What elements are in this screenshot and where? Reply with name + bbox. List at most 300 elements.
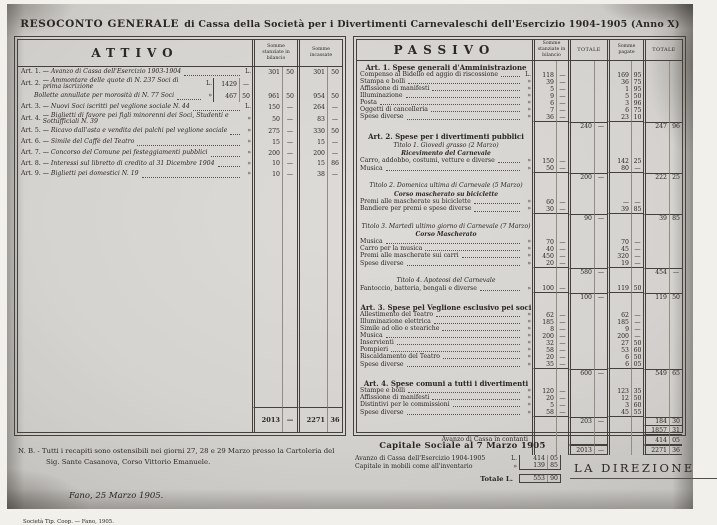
amount-sc: — bbox=[556, 93, 568, 100]
empty-stc bbox=[594, 130, 607, 141]
amount-s: 60 bbox=[532, 199, 556, 206]
dot-leader bbox=[501, 76, 520, 77]
cents-incassate: — bbox=[327, 137, 342, 148]
row-label bbox=[357, 361, 532, 369]
signature-la-direzione: LA DIREZIONE bbox=[570, 461, 717, 479]
currency-mark: L. bbox=[245, 68, 251, 76]
empty-pt bbox=[643, 190, 669, 199]
amount-pt bbox=[643, 72, 669, 79]
amount-s: 35 bbox=[532, 361, 556, 369]
cents-incassate: — bbox=[327, 148, 342, 159]
amount-stc bbox=[594, 340, 607, 347]
amount-ptc bbox=[669, 347, 682, 354]
amount-p: 62 bbox=[607, 312, 631, 319]
currency-mark: » bbox=[247, 138, 251, 146]
row-label-text: Inservienti bbox=[360, 339, 394, 347]
dot-leader bbox=[380, 104, 520, 105]
document-page bbox=[7, 4, 695, 525]
amount-sc: — bbox=[556, 107, 568, 114]
attivo-row bbox=[18, 159, 342, 170]
passivo-row-h2 bbox=[357, 141, 682, 150]
section-heading: Corso mascherato su biciclette bbox=[393, 190, 499, 198]
amount-st bbox=[568, 239, 594, 246]
cents-stanziate: — bbox=[282, 102, 297, 113]
amount-st bbox=[568, 246, 594, 253]
capitale-row bbox=[355, 462, 570, 470]
empty-pt bbox=[643, 276, 669, 285]
amount-pc: — bbox=[631, 333, 643, 340]
amount-sc: — bbox=[556, 326, 568, 333]
amount-ptc bbox=[669, 72, 682, 79]
amount-p: 123 bbox=[607, 388, 631, 395]
amount-sc: — bbox=[556, 361, 568, 369]
amount-stc bbox=[594, 285, 607, 293]
total-pt: 184 bbox=[643, 417, 669, 425]
amount-sc: — bbox=[556, 333, 568, 340]
amount-incassate: 330 bbox=[297, 126, 327, 137]
amount-st bbox=[568, 333, 594, 340]
amount-st bbox=[568, 260, 594, 268]
dot-leader bbox=[432, 90, 520, 91]
amount-p: 45 bbox=[607, 409, 631, 417]
amount-incassate: 200 bbox=[297, 148, 327, 159]
amount-stanziate: 10 bbox=[252, 169, 282, 180]
dot-leader bbox=[425, 250, 520, 251]
row-label bbox=[18, 113, 252, 126]
passivo-row-h2 bbox=[357, 222, 682, 231]
row-label bbox=[18, 126, 252, 137]
currency-mark: L. bbox=[245, 103, 251, 111]
passivo-row-r bbox=[357, 206, 682, 214]
amount-st bbox=[568, 86, 594, 93]
passivo-row-h1 bbox=[357, 61, 682, 72]
row-label bbox=[357, 165, 532, 173]
empty-sc bbox=[556, 231, 568, 240]
empty-stc bbox=[594, 276, 607, 285]
dot-leader bbox=[498, 162, 520, 163]
amount-stc bbox=[594, 409, 607, 417]
amount-s: 450 bbox=[532, 253, 556, 260]
currency-mark: » bbox=[527, 105, 531, 113]
row-label bbox=[18, 137, 252, 148]
amount-sc: — bbox=[556, 340, 568, 347]
amount-incassate bbox=[297, 78, 327, 91]
amount-ptc bbox=[669, 340, 682, 347]
amount-stc bbox=[594, 354, 607, 361]
row-label-text: — Nuovi Soci iscritti pel veglione sociale N. 44 bbox=[42, 103, 190, 111]
amount-sc: — bbox=[556, 100, 568, 107]
empty-s bbox=[532, 377, 556, 388]
total-s bbox=[532, 268, 556, 276]
amount-pt bbox=[643, 107, 669, 114]
row-label-text: Musica bbox=[360, 332, 383, 340]
place-date: Fano, 25 Marzo 1905. bbox=[69, 491, 164, 502]
empty-p bbox=[607, 181, 631, 190]
amount-sc: — bbox=[556, 165, 568, 173]
amount-st bbox=[568, 79, 594, 86]
row-label bbox=[18, 148, 252, 159]
empty-pt bbox=[643, 222, 669, 231]
passivo-row-tot bbox=[357, 417, 682, 425]
currency-mark: » bbox=[527, 84, 531, 92]
dot-leader bbox=[386, 243, 520, 244]
amount-sc: — bbox=[556, 402, 568, 409]
article-number: Art. 9. bbox=[21, 170, 41, 178]
amount-p: 45 bbox=[607, 246, 631, 253]
empty-p bbox=[607, 190, 631, 199]
amount-s: 70 bbox=[532, 239, 556, 246]
row-label-text: — Avanzo di Cassa dell'Esercizio 1903-1904 bbox=[42, 68, 182, 76]
passivo-row-r bbox=[357, 361, 682, 369]
currency-mark: » bbox=[513, 462, 517, 470]
attivo-column bbox=[14, 36, 346, 525]
passivo-row-tot bbox=[357, 268, 682, 276]
empty-stc bbox=[594, 150, 607, 159]
dot-leader bbox=[407, 265, 520, 266]
total-st: 90 bbox=[568, 214, 594, 222]
empty-s bbox=[532, 190, 556, 199]
row-label bbox=[18, 159, 252, 170]
currency-mark: » bbox=[527, 353, 531, 361]
amount-st bbox=[568, 395, 594, 402]
amount-st bbox=[568, 93, 594, 100]
amount-stanziate: 275 bbox=[252, 126, 282, 137]
amount-p: 6 bbox=[607, 361, 631, 369]
capitale-total-amount: 553 bbox=[533, 475, 545, 482]
section-heading: Art. 1. Spese generali d'Amministrazione bbox=[365, 62, 527, 72]
empty-sc bbox=[556, 276, 568, 285]
row-label-text: Compenso al Bidello ed aggio di riscossione bbox=[360, 70, 499, 78]
empty-st bbox=[568, 301, 594, 312]
amount-p: 53 bbox=[607, 347, 631, 354]
section-heading: Titolo 4. Apoteosi del Carnevale bbox=[396, 277, 496, 285]
amount-pc: 10 bbox=[631, 114, 643, 122]
row-label-text: Allestimento del Teatro bbox=[360, 311, 434, 319]
ledger-columns bbox=[7, 31, 693, 525]
dot-leader bbox=[218, 166, 240, 167]
empty-sc bbox=[556, 130, 568, 141]
total-ptc: 50 bbox=[669, 293, 682, 301]
total-ptc: 96 bbox=[669, 122, 682, 130]
attivo-row bbox=[18, 148, 342, 159]
amount-stc bbox=[594, 260, 607, 268]
attivo-total-stanziate-cents: — bbox=[282, 407, 297, 432]
currency-mark: L. bbox=[511, 455, 517, 462]
empty-p bbox=[607, 377, 631, 388]
section-heading: Titolo 1. Giovedì grasso (2 Marzo) bbox=[393, 141, 499, 149]
page-title-rest: di Cassa della Società per i Divertimenti Carnevaleschi dell'Esercizio 1904-1905 (Anno X) bbox=[184, 19, 680, 30]
empty-st bbox=[568, 141, 594, 150]
row-label-text: Affissione di manifesti bbox=[360, 84, 430, 92]
capitale-sociale-block bbox=[355, 441, 570, 483]
amount-sc: — bbox=[556, 158, 568, 165]
dot-leader bbox=[407, 366, 520, 367]
dot-leader bbox=[462, 257, 520, 258]
empty-st bbox=[568, 222, 594, 231]
amount-s: 36 bbox=[532, 114, 556, 122]
empty-pc bbox=[631, 181, 643, 190]
passivo-row-r bbox=[357, 72, 682, 79]
empty-pc bbox=[631, 141, 643, 150]
row-label-text: — Biglietti pei domestici N. 19 bbox=[42, 170, 139, 178]
attivo-row bbox=[18, 137, 342, 148]
currency-mark: » bbox=[527, 205, 531, 213]
total-st: 600 bbox=[568, 369, 594, 377]
row-label-text: Bandiere per premi e spese diverse bbox=[360, 205, 472, 213]
empty-pt bbox=[643, 181, 669, 190]
empty-ptc bbox=[669, 141, 682, 150]
total-p bbox=[607, 214, 631, 222]
amount-s: 9 bbox=[532, 93, 556, 100]
total-sc bbox=[556, 369, 568, 377]
amount-st bbox=[568, 354, 594, 361]
amount-sc: — bbox=[556, 319, 568, 326]
article-number: Art. 4. bbox=[21, 115, 41, 123]
article-number: Art. 7. bbox=[21, 148, 41, 156]
empty-pt bbox=[643, 150, 669, 159]
amount-sc: — bbox=[556, 86, 568, 93]
dot-leader bbox=[391, 351, 520, 352]
dot-leader bbox=[474, 211, 520, 212]
amount-s: 50 bbox=[532, 165, 556, 173]
row-label-text: — Concorso del Comune pei festeggiamenti pubblici bbox=[42, 148, 208, 156]
amount-st bbox=[568, 72, 594, 79]
empty-stc bbox=[594, 231, 607, 240]
amount-stanziate: 150 bbox=[252, 102, 282, 113]
amount-st bbox=[568, 165, 594, 173]
total-pt: 119 bbox=[643, 293, 669, 301]
article-number: Art. 6. bbox=[21, 137, 41, 145]
section-heading: Art. 2. Spese per i divertimenti pubblici bbox=[368, 131, 524, 141]
section-heading: Art. 4. Spese comuni a tutti i divertimenti bbox=[363, 379, 529, 389]
passivo-col-header-stanziate: Somme stanziate in bilancio bbox=[532, 40, 568, 60]
empty-sc bbox=[556, 181, 568, 190]
empty-ptc bbox=[669, 222, 682, 231]
amount-st bbox=[568, 114, 594, 122]
empty-stc bbox=[594, 222, 607, 231]
total-st: 100 bbox=[568, 293, 594, 301]
amount-pt bbox=[643, 402, 669, 409]
empty-ptc bbox=[669, 301, 682, 312]
dot-leader bbox=[408, 83, 520, 84]
currency-mark: » bbox=[527, 311, 531, 319]
amount-ptc bbox=[669, 388, 682, 395]
empty-ptc bbox=[669, 190, 682, 199]
dot-leader bbox=[177, 99, 201, 100]
attivo-panel bbox=[14, 36, 346, 436]
amount-s: 40 bbox=[532, 246, 556, 253]
amount-s: 8 bbox=[532, 326, 556, 333]
currency-mark: » bbox=[527, 91, 531, 99]
capitale-amount: 414 bbox=[533, 455, 545, 462]
cents-incassate: — bbox=[327, 113, 342, 126]
passivo-footer-area bbox=[353, 441, 695, 483]
amount-ptc bbox=[669, 165, 682, 173]
amount-ptc bbox=[669, 326, 682, 333]
dot-leader bbox=[193, 110, 240, 111]
passivo-row-r bbox=[357, 340, 682, 347]
page-title bbox=[7, 4, 693, 31]
amount-st bbox=[568, 409, 594, 417]
total-p bbox=[607, 268, 631, 276]
amount-p: 6 bbox=[607, 107, 631, 114]
amount-stanziate bbox=[252, 78, 282, 91]
amount-pt bbox=[643, 340, 669, 347]
currency-mark: » bbox=[527, 332, 531, 340]
capitale-total-cents: 90 bbox=[547, 475, 560, 482]
empty-st bbox=[568, 181, 594, 190]
empty-s bbox=[532, 231, 556, 240]
amount-pc: 60 bbox=[631, 347, 643, 354]
row-label bbox=[357, 260, 532, 268]
amount-sc: — bbox=[556, 388, 568, 395]
dot-leader bbox=[443, 358, 520, 359]
row-label-text: Musica bbox=[360, 164, 383, 172]
total-sc bbox=[556, 173, 568, 181]
amount-p: 9 bbox=[607, 326, 631, 333]
empty-pc bbox=[631, 276, 643, 285]
empty-pc bbox=[631, 222, 643, 231]
passivo-subtotal-pagate: 1857 bbox=[643, 425, 669, 435]
row-label bbox=[357, 114, 532, 122]
amount-p: 12 bbox=[607, 395, 631, 402]
amount-stc bbox=[594, 347, 607, 354]
passivo-row-r bbox=[357, 86, 682, 93]
passivo-row-r bbox=[357, 114, 682, 122]
row-label bbox=[357, 206, 532, 214]
total-stc: — bbox=[594, 417, 607, 425]
empty-ptc bbox=[669, 61, 682, 72]
amount-st bbox=[568, 158, 594, 165]
total-sc bbox=[556, 293, 568, 301]
row-label-text: Spese diverse bbox=[360, 408, 404, 416]
capitale-total-row bbox=[355, 474, 570, 483]
row-label-text: Riscaldamento del Teatro bbox=[360, 353, 441, 361]
dot-leader bbox=[474, 203, 520, 204]
amount-p: 169 bbox=[607, 72, 631, 79]
empty-stc bbox=[594, 190, 607, 199]
passivo-row-r bbox=[357, 93, 682, 100]
page-title-lead: RESOCONTO GENERALE bbox=[20, 18, 180, 30]
total-stc: — bbox=[594, 214, 607, 222]
total-p bbox=[607, 369, 631, 377]
amount-s: 20 bbox=[532, 354, 556, 361]
passivo-row-tot bbox=[357, 293, 682, 301]
cents-stanziate: — bbox=[282, 169, 297, 180]
section-heading: Titolo 3. Martedì ultimo giorno di Carnevale (7 Marzo) bbox=[361, 222, 531, 230]
empty-s bbox=[532, 276, 556, 285]
total-s bbox=[532, 369, 556, 377]
amount-pt bbox=[643, 158, 669, 165]
dot-leader bbox=[230, 134, 240, 135]
empty-sc bbox=[556, 301, 568, 312]
empty-pc bbox=[631, 150, 643, 159]
amount-pt bbox=[643, 361, 669, 369]
passivo-row-h1 bbox=[357, 377, 682, 388]
amount-sc: — bbox=[556, 347, 568, 354]
empty-ptc bbox=[669, 150, 682, 159]
empty-ptc bbox=[669, 377, 682, 388]
section-heading: Corso Mascherato bbox=[415, 231, 477, 239]
currency-mark: » bbox=[527, 401, 531, 409]
row-label bbox=[18, 78, 213, 91]
amount-pc: — bbox=[631, 319, 643, 326]
currency-mark: » bbox=[527, 387, 531, 395]
passivo-row-r bbox=[357, 107, 682, 114]
total-ptc: 30 bbox=[669, 417, 682, 425]
amount-s: 7 bbox=[532, 107, 556, 114]
empty-st bbox=[568, 190, 594, 199]
amount-stc bbox=[594, 312, 607, 319]
row-label bbox=[18, 169, 252, 180]
total-p bbox=[607, 293, 631, 301]
amount-stc bbox=[594, 158, 607, 165]
passivo-row-tot bbox=[357, 369, 682, 377]
passivo-row-h2 bbox=[357, 276, 682, 285]
total-pt: 222 bbox=[643, 173, 669, 181]
passivo-row-h3 bbox=[357, 231, 682, 240]
amount-sc: — bbox=[556, 199, 568, 206]
empty-pc bbox=[631, 231, 643, 240]
attivo-header bbox=[18, 40, 342, 67]
dot-leader bbox=[142, 177, 240, 178]
empty-stc bbox=[594, 301, 607, 312]
amount-pt bbox=[643, 199, 669, 206]
amount-pc: 96 bbox=[631, 100, 643, 107]
empty-pc bbox=[631, 301, 643, 312]
empty-stc bbox=[594, 181, 607, 190]
article-number: Art. 2. bbox=[21, 80, 41, 88]
attivo-row bbox=[18, 126, 342, 137]
passivo-row-h1 bbox=[357, 130, 682, 141]
amount-ptc bbox=[669, 361, 682, 369]
row-label-text: Fantoccio, batteria, bengali e diverse bbox=[360, 284, 477, 292]
amount-ptc bbox=[669, 199, 682, 206]
empty-sc bbox=[556, 190, 568, 199]
amount-p: 200 bbox=[607, 333, 631, 340]
amount-ptc bbox=[669, 260, 682, 268]
amount-pc: 25 bbox=[631, 158, 643, 165]
total-s bbox=[532, 173, 556, 181]
amount-stanziate: 301 bbox=[252, 67, 282, 78]
amount-ptc bbox=[669, 253, 682, 260]
total-pc bbox=[631, 268, 643, 276]
amount-s: 32 bbox=[532, 340, 556, 347]
empty-stc bbox=[594, 61, 607, 72]
empty-sc bbox=[556, 222, 568, 231]
amount-ptc bbox=[669, 285, 682, 293]
row-label-text: Musica bbox=[360, 238, 383, 246]
nota-bene: N. B. - Tutti i recapiti sono ostensibili nei giorni 27, 28 e 29 Marzo presso la Cartoleria del Sig. Sante Casanova, Corso Vittorio Emanuele. bbox=[18, 447, 335, 466]
empty-st bbox=[568, 276, 594, 285]
dot-leader bbox=[442, 330, 520, 331]
amount-p: 6 bbox=[607, 354, 631, 361]
amount-sc: — bbox=[556, 246, 568, 253]
total-st: 203 bbox=[568, 417, 594, 425]
passivo-row-r bbox=[357, 354, 682, 361]
amount-stanziate: 961 bbox=[252, 91, 282, 102]
currency-mark: » bbox=[247, 159, 251, 167]
row-label bbox=[357, 293, 532, 301]
amount-stc bbox=[594, 114, 607, 122]
dot-leader bbox=[408, 392, 520, 393]
passivo-row-tot bbox=[357, 122, 682, 130]
dot-leader bbox=[211, 156, 240, 157]
cents-stanziate: 50 bbox=[282, 91, 297, 102]
amount-stc bbox=[594, 239, 607, 246]
total-stc: — bbox=[594, 293, 607, 301]
row-label-text: — Simile del Caffè del Teatro bbox=[42, 137, 135, 145]
